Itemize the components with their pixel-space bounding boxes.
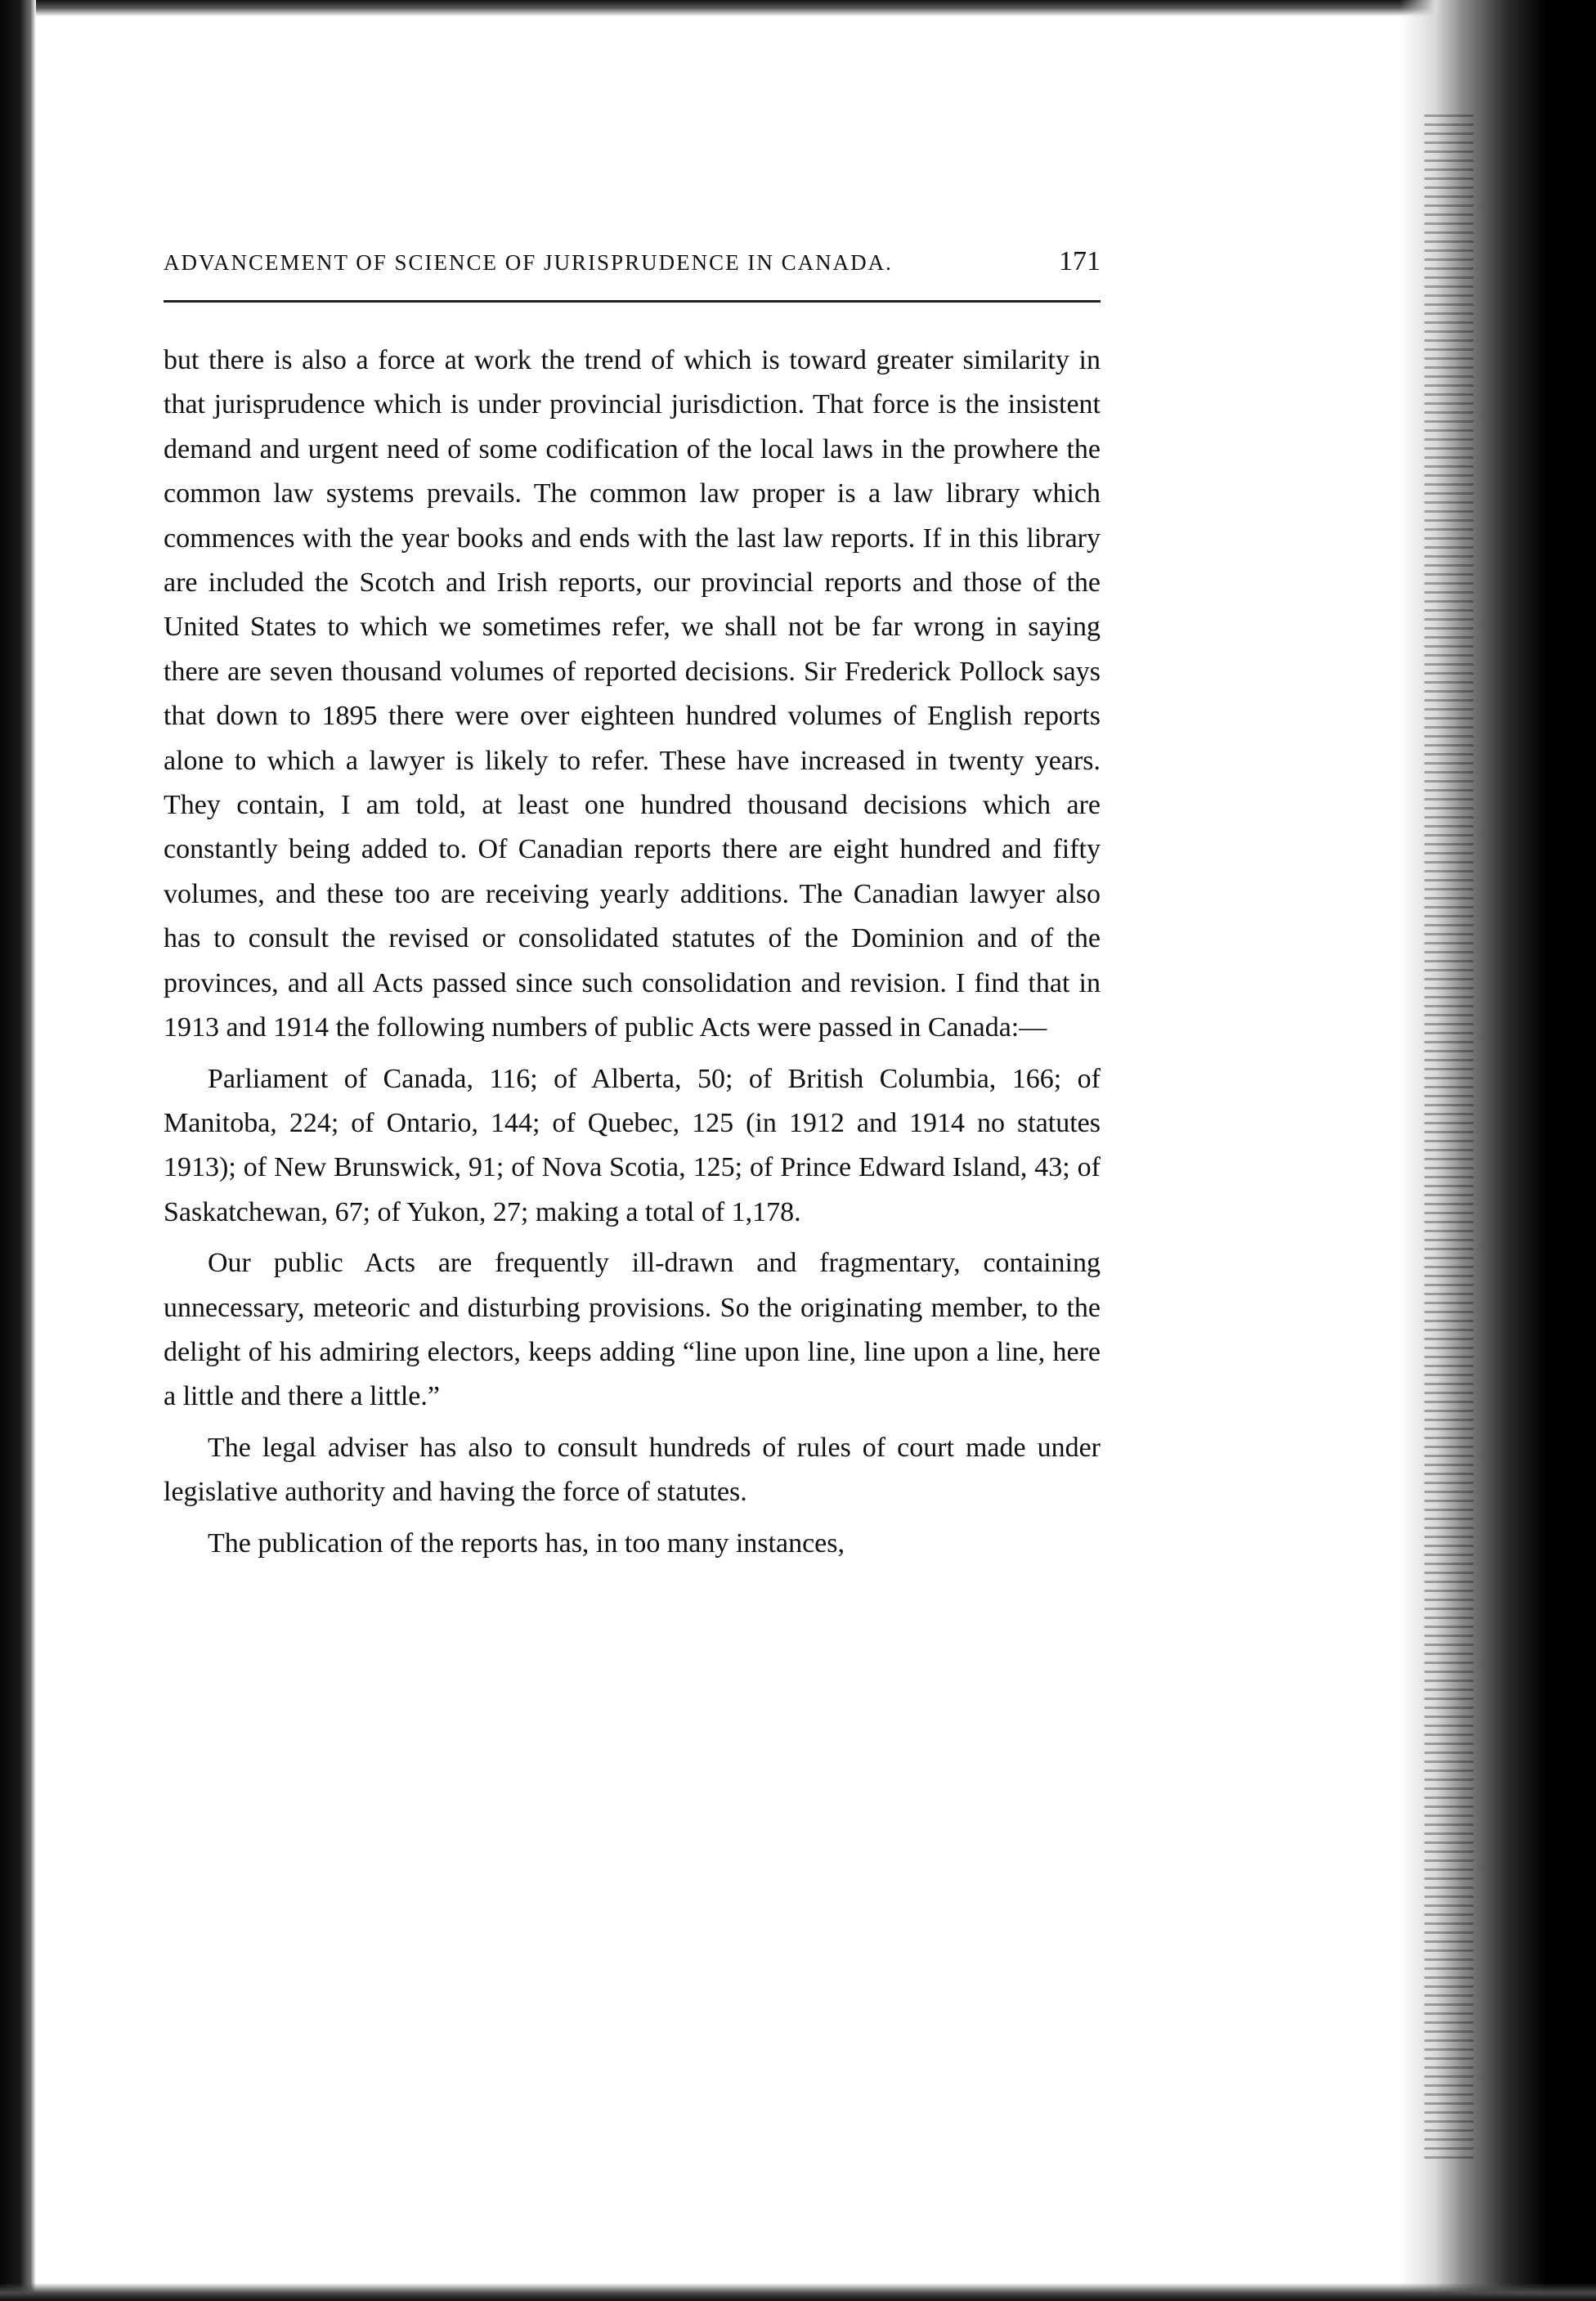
paragraph-acts-list: Parliament of Canada, 116; of Alberta, 50; of British Columbia, 166; of Manitoba, 224; of Ontario, 144; of Quebec, 125 (in 1912 and 1914 no statutes 1913); of New Brunswick, 91; of Nova Scotia, 125; of Prince Edward Island, 43; of Saskatchewan, 67; of Yukon, 27; making a total of 1,178. [164,1063,1101,1227]
running-head-title: ADVANCEMENT OF SCIENCE OF JURISPRUDENCE IN CANADA. [164,250,893,275]
page-number: 171 [1059,246,1101,276]
paragraph-continued: but there is also a force at work the trend of which is toward greater similarity in that jurisprudence which is under provincial jurisdiction. That force is the insistent demand and urgent need of some codification of the local laws in the prowhere the common law systems prevails. The common law proper is a law library which commences with the year books and ends with the last law reports. If in this library are included the Scotch and Irish reports, our provincial reports and those of the United States to which we sometimes refer, we shall not be far wrong in saying there are seven thousand volumes of reported decisions. Sir Frederick Pollock says that down to 1895 there were over eighteen hundred volumes of English reports alone to which a lawyer is likely to refer. These have increased in twenty years. They contain, I am told, at least one hundred thousand decisions which are constantly being added to. Of Canadian reports there are eight hundred and fifty volumes, and these too are receiving yearly additions. The Canadian lawyer also has to consult the revised or consolidated statutes of the Dominion and of the provinces, and all Acts passed since such consolidation and revision. I find that in 1913 and 1914 the following numbers of public Acts were passed in Canada:— [164,345,1101,1043]
header-rule [164,300,1101,303]
book-page [164,245,1101,1566]
paragraph-publication: The publication of the reports has, in too many instances, [208,1527,845,1559]
scan-edge-speckle [1424,114,1473,2159]
scan-edge-left [0,0,36,2301]
paragraph-public-acts: Our public Acts are frequently ill-drawn and fragmentary, containing unnecessary, meteoric and disturbing provisions. So the originating member, to the delight of his admiring electors, keeps adding “line upon line, line upon a line, here a little and there a little.” [164,1248,1101,1412]
running-head [164,245,1101,279]
scan-edge-bottom [0,2283,1596,2301]
body-text [164,339,1101,1566]
scan-edge-top [0,0,1596,16]
paragraph-rules-of-court: The legal adviser has also to consult hundreds of rules of court made under legislative authority and having the force of statutes. [164,1432,1101,1508]
